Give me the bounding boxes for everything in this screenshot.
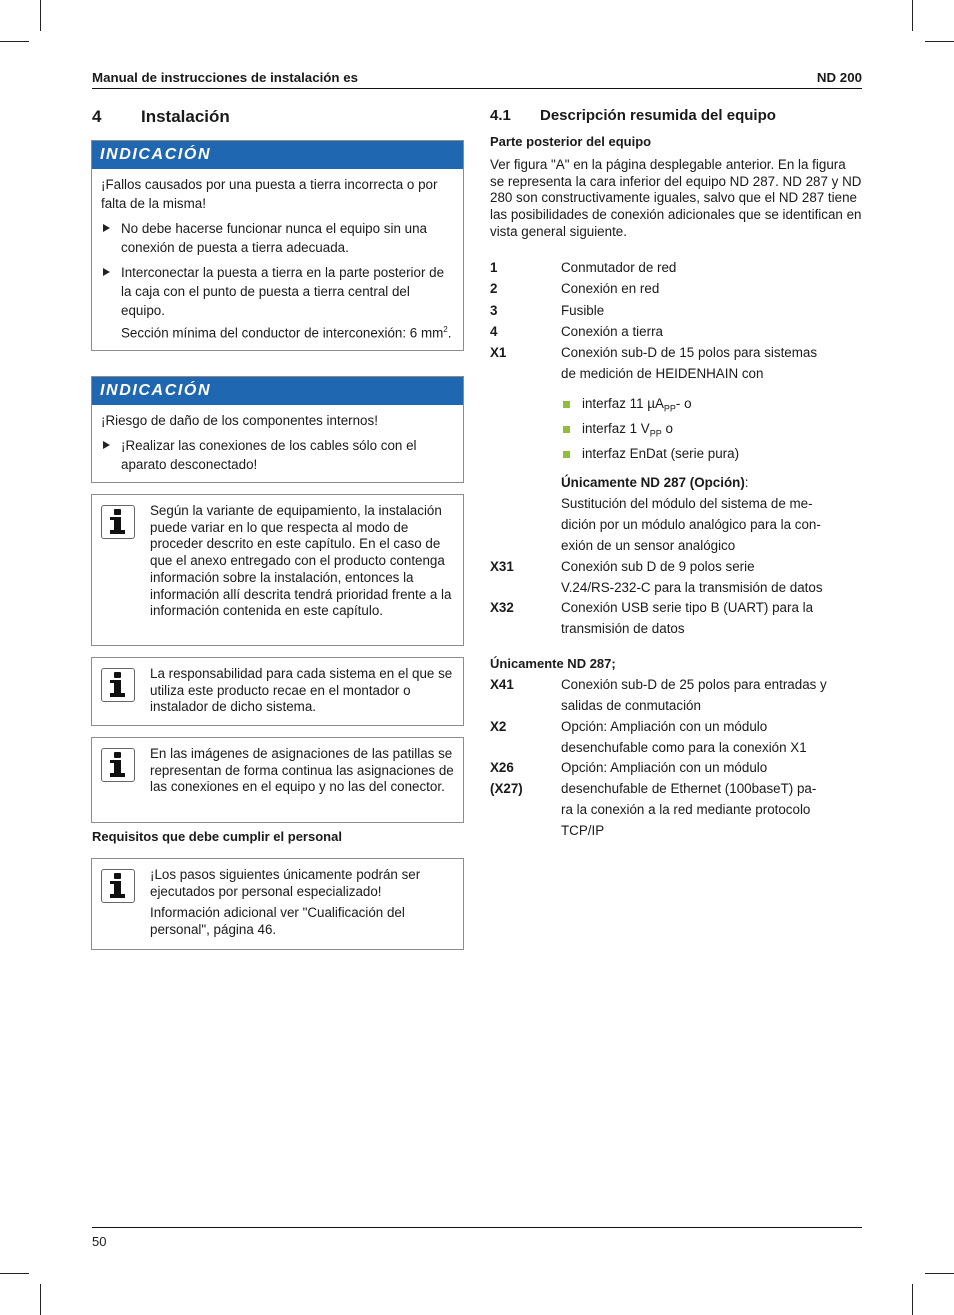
section-heading xyxy=(92,107,230,127)
crop-mark xyxy=(0,1273,29,1274)
subsection-title: Descripción resumida del equipo xyxy=(540,107,776,124)
info-box-personnel xyxy=(91,858,464,950)
notice-label: INDICACIÓN xyxy=(92,377,463,405)
bullet-square-icon xyxy=(563,426,570,433)
info-icon xyxy=(101,505,135,539)
info-text: La responsabilidad para cada sistema en el que se utiliza este producto recae en el montador o instalador de dicho sistema. xyxy=(150,666,453,715)
header-manual-title: Manual de instrucciones de instalación es xyxy=(92,70,359,85)
info-text: Según la variante de equipamiento, la instalación puede variar en lo que respecta al modo de proceder descrito en este capítulo. En el caso de que el anexo entregado con el producto contenga información sobre la instalación, entonces la información allí descrita tendrá prioridad frente a la información contenida en este capítulo. xyxy=(150,503,452,619)
bullet-arrow-icon xyxy=(103,224,110,232)
section-title: Instalación xyxy=(141,107,230,126)
notice-intro: ¡Riesgo de daño de los componentes internos! xyxy=(101,413,378,428)
crop-mark xyxy=(925,41,954,42)
bullet-square-icon xyxy=(563,451,570,458)
bullet-arrow-icon xyxy=(103,441,110,449)
subsection-heading xyxy=(490,107,776,124)
footer-rule xyxy=(92,1227,862,1228)
interface-item: interfaz EnDat (serie pura) xyxy=(582,446,740,461)
notice-bullet: No debe hacerse funcionar nunca el equipo sin una conexión de puesta a tierra adecuada. xyxy=(101,219,453,257)
crop-mark xyxy=(0,41,29,42)
crop-mark xyxy=(912,0,913,31)
bullet-arrow-icon xyxy=(103,268,110,276)
info-icon xyxy=(101,748,135,782)
header-product: ND 200 xyxy=(816,70,862,85)
rear-heading: Parte posterior del equipo xyxy=(490,134,652,149)
interface-item: interfaz 1 $V_{PP}$ o xyxy=(582,421,673,439)
crop-mark xyxy=(40,1284,41,1315)
notice-bullet: Interconectar la puesta a tierra en la parte posterior de la caja con el punto de puesta a tierra central del equipo. Sección mínima del conductor de interconexión: 6 $mm^2$. xyxy=(101,263,453,342)
info-box-variant xyxy=(91,494,464,646)
page-number: 50 xyxy=(92,1234,107,1249)
personal-heading: Requisitos que debe cumplir el personal xyxy=(92,829,342,844)
crop-mark xyxy=(912,1284,913,1315)
notice-label: INDICACIÓN xyxy=(92,141,463,169)
info-text: En las imágenes de asignaciones de las patillas se representan de forma continua las asignaciones de las conexiones en el equipo y no las del conector. xyxy=(150,746,454,795)
nd287-heading: Únicamente ND 287; xyxy=(490,656,616,671)
list-item: X1 Conexión sub-D de 15 polos para sistemas de medición de HEIDENHAIN con xyxy=(490,345,818,381)
subsection-number: 4.1 xyxy=(490,107,511,124)
notice-box-components xyxy=(91,376,464,483)
notice-intro: ¡Fallos causados por una puesta a tierra incorrecta o por falta de la misma! xyxy=(101,177,438,211)
notice-box-grounding xyxy=(91,140,464,351)
info-icon xyxy=(101,668,135,702)
section-number: 4 xyxy=(92,107,102,126)
notice-extra: Sección mínima del conductor de interconexión: 6 mm xyxy=(121,325,444,341)
page-header xyxy=(92,68,862,89)
notice-body xyxy=(92,169,463,350)
crop-mark xyxy=(925,1273,954,1274)
info-text: ¡Los pasos siguientes únicamente podrán ser ejecutados por personal especializado! Información adicional ver "Cualificación del personal", página 46. xyxy=(150,867,421,938)
info-box-responsibility xyxy=(91,657,464,726)
info-icon xyxy=(101,869,135,903)
bullet-square-icon xyxy=(563,401,570,408)
info-box-pinout xyxy=(91,737,464,823)
notice-body xyxy=(92,405,463,482)
interface-item: interfaz 11 µA$_{PP}$- o xyxy=(582,396,692,414)
notice-bullet: ¡Realizar las conexiones de los cables sólo con el aparato desconectado! xyxy=(101,436,453,474)
rear-description: Ver figura "A" en la página desplegable anterior. En la figura se representa la cara inferior del equipo ND 287. ND 287 y ND 280 son constructivamente iguales, salvo que el ND 287 tiene las posibilidades de conexión adicionales que se identifican en vista general siguiente. xyxy=(490,157,862,239)
crop-mark xyxy=(40,0,41,31)
